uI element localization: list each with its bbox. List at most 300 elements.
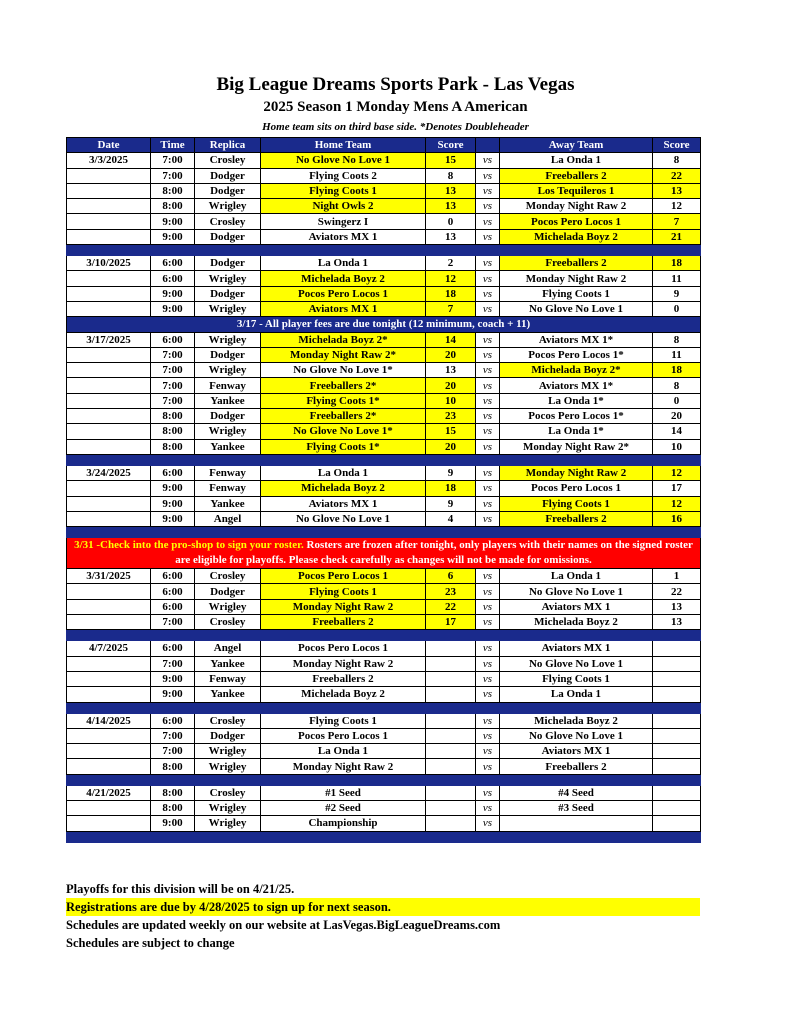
week-separator (67, 831, 701, 842)
game-field: Yankee (195, 687, 261, 702)
game-time: 7:00 (151, 728, 195, 743)
game-row (67, 229, 701, 244)
column-header-time: Time (151, 138, 195, 153)
home-score (426, 641, 476, 656)
away-team: Freeballers 2 (500, 759, 653, 774)
game-time: 6:00 (151, 271, 195, 286)
game-time: 9:00 (151, 496, 195, 511)
away-team: La Onda 1 (500, 153, 653, 168)
game-time: 6:00 (151, 641, 195, 656)
change-note: Schedules are subject to change (66, 936, 235, 950)
game-date (67, 496, 151, 511)
home-score: 0 (426, 214, 476, 229)
home-team: Michelada Boyz 2 (261, 271, 426, 286)
game-time: 6:00 (151, 599, 195, 614)
game-time: 9:00 (151, 511, 195, 526)
away-team: No Glove No Love 1 (500, 584, 653, 599)
game-row (67, 439, 701, 454)
game-field: Fenway (195, 378, 261, 393)
away-score (653, 816, 701, 831)
away-score: 9 (653, 286, 701, 301)
home-score: 13 (426, 229, 476, 244)
game-field: Dodger (195, 728, 261, 743)
home-team: Monday Night Raw 2 (261, 599, 426, 614)
vs-label: vs (476, 511, 500, 526)
game-time: 9:00 (151, 687, 195, 702)
game-field: Dodger (195, 286, 261, 301)
home-score: 23 (426, 584, 476, 599)
vs-label: vs (476, 439, 500, 454)
game-row (67, 465, 701, 480)
home-team: Flying Coots 1 (261, 584, 426, 599)
away-team: La Onda 1 (500, 687, 653, 702)
home-score (426, 744, 476, 759)
vs-label: vs (476, 271, 500, 286)
game-date: 3/10/2025 (67, 256, 151, 271)
game-date (67, 183, 151, 198)
away-team: Monday Night Raw 2* (500, 439, 653, 454)
fee-notice: 3/17 - All player fees are due tonight (12 minimum, coach + 11) (67, 317, 701, 332)
column-header-away-team: Away Team (500, 138, 653, 153)
home-score (426, 816, 476, 831)
game-date (67, 199, 151, 214)
away-team: Michelada Boyz 2* (500, 363, 653, 378)
week-separator (67, 527, 701, 538)
game-date: 4/14/2025 (67, 713, 151, 728)
week-separator (67, 245, 701, 256)
game-row (67, 496, 701, 511)
away-score (653, 687, 701, 702)
game-row (67, 800, 701, 815)
game-date (67, 286, 151, 301)
page-subtitle: 2025 Season 1 Monday Mens A American (263, 99, 528, 115)
vs-label: vs (476, 229, 500, 244)
away-score: 13 (653, 615, 701, 630)
home-score (426, 713, 476, 728)
home-team: Freeballers 2* (261, 378, 426, 393)
game-time: 6:00 (151, 332, 195, 347)
vs-label: vs (476, 168, 500, 183)
game-time: 8:00 (151, 439, 195, 454)
game-time: 9:00 (151, 301, 195, 316)
home-score: 13 (426, 199, 476, 214)
home-score (426, 687, 476, 702)
home-score: 20 (426, 347, 476, 362)
home-score: 9 (426, 465, 476, 480)
game-row (67, 199, 701, 214)
game-date: 4/7/2025 (67, 641, 151, 656)
game-field: Crosley (195, 153, 261, 168)
game-row (67, 424, 701, 439)
vs-label: vs (476, 256, 500, 271)
home-score (426, 671, 476, 686)
home-score: 15 (426, 424, 476, 439)
home-score: 17 (426, 615, 476, 630)
game-field: Wrigley (195, 271, 261, 286)
vs-label: vs (476, 800, 500, 815)
home-team: Flying Coots 1 (261, 713, 426, 728)
game-time: 8:00 (151, 424, 195, 439)
away-team: Freeballers 2 (500, 256, 653, 271)
away-team: Pocos Pero Locos 1 (500, 481, 653, 496)
away-team: La Onda 1* (500, 393, 653, 408)
away-score: 21 (653, 229, 701, 244)
home-team: Aviators MX 1 (261, 229, 426, 244)
away-score: 18 (653, 256, 701, 271)
game-field: Crosley (195, 214, 261, 229)
game-time: 6:00 (151, 584, 195, 599)
game-time: 6:00 (151, 713, 195, 728)
vs-label: vs (476, 615, 500, 630)
game-time: 7:00 (151, 656, 195, 671)
playoffs-note: Playoffs for this division will be on 4/21/25. (66, 882, 295, 896)
away-team: No Glove No Love 1 (500, 656, 653, 671)
away-score: 14 (653, 424, 701, 439)
home-team: Monday Night Raw 2 (261, 759, 426, 774)
game-field: Crosley (195, 785, 261, 800)
schedule-body (67, 153, 701, 842)
game-field: Dodger (195, 229, 261, 244)
game-field: Angel (195, 511, 261, 526)
game-field: Yankee (195, 439, 261, 454)
game-time: 9:00 (151, 229, 195, 244)
table-header-row (67, 138, 701, 153)
away-team: Pocos Pero Locos 1* (500, 347, 653, 362)
game-date: 3/24/2025 (67, 465, 151, 480)
vs-label: vs (476, 393, 500, 408)
game-time: 9:00 (151, 816, 195, 831)
game-field: Yankee (195, 496, 261, 511)
game-row (67, 511, 701, 526)
vs-label: vs (476, 816, 500, 831)
game-row (67, 286, 701, 301)
week-separator (67, 454, 701, 465)
home-team: Pocos Pero Locos 1 (261, 641, 426, 656)
game-field: Wrigley (195, 800, 261, 815)
week-separator (67, 630, 701, 641)
home-score (426, 800, 476, 815)
week-separator (67, 702, 701, 713)
home-team: Freeballers 2 (261, 615, 426, 630)
game-time: 7:00 (151, 168, 195, 183)
home-score (426, 728, 476, 743)
game-row (67, 393, 701, 408)
schedule-table (66, 137, 701, 843)
vs-label: vs (476, 301, 500, 316)
home-score: 20 (426, 378, 476, 393)
vs-label: vs (476, 424, 500, 439)
game-row (67, 584, 701, 599)
away-team: #3 Seed (500, 800, 653, 815)
away-team: Monday Night Raw 2 (500, 271, 653, 286)
game-field: Dodger (195, 183, 261, 198)
home-score: 6 (426, 569, 476, 584)
home-team: No Glove No Love 1* (261, 363, 426, 378)
home-team: Michelada Boyz 2* (261, 332, 426, 347)
away-score (653, 713, 701, 728)
game-date: 3/17/2025 (67, 332, 151, 347)
game-field: Yankee (195, 393, 261, 408)
home-team: Michelada Boyz 2 (261, 481, 426, 496)
home-team: Flying Coots 2 (261, 168, 426, 183)
game-row (67, 347, 701, 362)
game-time: 8:00 (151, 409, 195, 424)
game-row (67, 183, 701, 198)
week-separator (67, 774, 701, 785)
game-row (67, 785, 701, 800)
home-team: La Onda 1 (261, 465, 426, 480)
home-team: Monday Night Raw 2 (261, 656, 426, 671)
away-score: 11 (653, 347, 701, 362)
away-score: 13 (653, 183, 701, 198)
home-team: Aviators MX 1 (261, 301, 426, 316)
away-team: No Glove No Love 1 (500, 301, 653, 316)
game-field: Wrigley (195, 424, 261, 439)
game-row (67, 816, 701, 831)
away-score: 12 (653, 496, 701, 511)
game-field: Wrigley (195, 759, 261, 774)
away-team: Aviators MX 1* (500, 378, 653, 393)
vs-label: vs (476, 363, 500, 378)
home-team: No Glove No Love 1 (261, 511, 426, 526)
game-row (67, 671, 701, 686)
game-date (67, 439, 151, 454)
home-score: 10 (426, 393, 476, 408)
away-team: #4 Seed (500, 785, 653, 800)
game-field: Wrigley (195, 301, 261, 316)
away-team: Los Tequileros 1 (500, 183, 653, 198)
home-score: 23 (426, 409, 476, 424)
vs-label: vs (476, 687, 500, 702)
game-field: Fenway (195, 481, 261, 496)
website-note: Schedules are updated weekly on our website at LasVegas.BigLeagueDreams.com (66, 918, 501, 932)
away-team: Monday Night Raw 2 (500, 465, 653, 480)
game-date: 3/3/2025 (67, 153, 151, 168)
game-date (67, 599, 151, 614)
game-date (67, 728, 151, 743)
roster-alert-text: Rosters are frozen after tonight, only players with their names on the signed roster are eligible for playoffs. Please check carefully as changes will not be made for omissions. (175, 539, 693, 567)
away-team: Freeballers 2 (500, 168, 653, 183)
away-team: Flying Coots 1 (500, 671, 653, 686)
game-time: 7:00 (151, 393, 195, 408)
away-team: Monday Night Raw 2 (500, 199, 653, 214)
away-score: 1 (653, 569, 701, 584)
away-score: 20 (653, 409, 701, 424)
game-row (67, 599, 701, 614)
game-date (67, 511, 151, 526)
away-score: 17 (653, 481, 701, 496)
game-time: 6:00 (151, 569, 195, 584)
vs-label: vs (476, 409, 500, 424)
home-score: 18 (426, 481, 476, 496)
home-team: Flying Coots 1* (261, 439, 426, 454)
game-time: 7:00 (151, 615, 195, 630)
fee-notice-row (67, 317, 701, 332)
game-row (67, 744, 701, 759)
game-row (67, 332, 701, 347)
column-header-replica: Replica (195, 138, 261, 153)
roster-alert-row (67, 538, 701, 569)
away-team: No Glove No Love 1 (500, 728, 653, 743)
registration-note: Registrations are due by 4/28/2025 to sign up for next season. (66, 898, 700, 916)
game-field: Yankee (195, 656, 261, 671)
game-row (67, 409, 701, 424)
game-date (67, 409, 151, 424)
column-header-date: Date (67, 138, 151, 153)
game-field: Wrigley (195, 744, 261, 759)
column-header-home-team: Home Team (261, 138, 426, 153)
game-date (67, 816, 151, 831)
home-score: 22 (426, 599, 476, 614)
away-team (500, 816, 653, 831)
game-date (67, 800, 151, 815)
roster-alert-highlight: 3/31 -Check into the pro-shop to sign your roster. (74, 539, 304, 552)
game-row (67, 256, 701, 271)
game-time: 8:00 (151, 759, 195, 774)
game-row (67, 641, 701, 656)
away-team: La Onda 1* (500, 424, 653, 439)
game-date (67, 424, 151, 439)
roster-alert (67, 538, 701, 569)
game-time: 9:00 (151, 671, 195, 686)
vs-label: vs (476, 465, 500, 480)
away-team: Pocos Pero Locos 1* (500, 409, 653, 424)
away-team: Michelada Boyz 2 (500, 229, 653, 244)
game-row (67, 363, 701, 378)
game-field: Wrigley (195, 199, 261, 214)
game-field: Dodger (195, 409, 261, 424)
vs-label: vs (476, 671, 500, 686)
home-score: 20 (426, 439, 476, 454)
game-date (67, 229, 151, 244)
game-time: 7:00 (151, 378, 195, 393)
vs-label: vs (476, 347, 500, 362)
away-team: Michelada Boyz 2 (500, 713, 653, 728)
game-date (67, 347, 151, 362)
home-team: Flying Coots 1* (261, 393, 426, 408)
game-date (67, 393, 151, 408)
game-date (67, 168, 151, 183)
away-score: 8 (653, 378, 701, 393)
away-team: Aviators MX 1 (500, 641, 653, 656)
game-field: Angel (195, 641, 261, 656)
vs-label: vs (476, 656, 500, 671)
vs-label: vs (476, 713, 500, 728)
vs-label: vs (476, 481, 500, 496)
game-time: 7:00 (151, 744, 195, 759)
game-row (67, 569, 701, 584)
game-date (67, 301, 151, 316)
game-date (67, 615, 151, 630)
vs-label: vs (476, 728, 500, 743)
game-row (67, 728, 701, 743)
away-score: 0 (653, 393, 701, 408)
away-team: Flying Coots 1 (500, 496, 653, 511)
game-time: 9:00 (151, 481, 195, 496)
home-team: Aviators MX 1 (261, 496, 426, 511)
vs-label: vs (476, 214, 500, 229)
game-date: 3/31/2025 (67, 569, 151, 584)
column-header-vs (476, 138, 500, 153)
away-score (653, 641, 701, 656)
footer (66, 880, 700, 952)
game-date (67, 687, 151, 702)
vs-label: vs (476, 153, 500, 168)
home-team: No Glove No Love 1* (261, 424, 426, 439)
vs-label: vs (476, 759, 500, 774)
game-field: Wrigley (195, 816, 261, 831)
vs-label: vs (476, 286, 500, 301)
game-time: 8:00 (151, 183, 195, 198)
game-row (67, 481, 701, 496)
home-team: Flying Coots 1 (261, 183, 426, 198)
game-row (67, 378, 701, 393)
game-time: 8:00 (151, 800, 195, 815)
game-time: 6:00 (151, 256, 195, 271)
game-row (67, 713, 701, 728)
away-team: Aviators MX 1 (500, 744, 653, 759)
away-score: 12 (653, 465, 701, 480)
game-field: Fenway (195, 465, 261, 480)
game-row (67, 687, 701, 702)
game-date (67, 214, 151, 229)
vs-label: vs (476, 641, 500, 656)
game-field: Crosley (195, 713, 261, 728)
home-score: 7 (426, 301, 476, 316)
away-team: Flying Coots 1 (500, 286, 653, 301)
home-score (426, 785, 476, 800)
page-title: Big League Dreams Sports Park - Las Vegas (216, 74, 575, 95)
home-score: 14 (426, 332, 476, 347)
game-row (67, 615, 701, 630)
home-team: Night Owls 2 (261, 199, 426, 214)
away-score (653, 671, 701, 686)
game-field: Dodger (195, 256, 261, 271)
game-date (67, 759, 151, 774)
away-team: La Onda 1 (500, 569, 653, 584)
game-time: 7:00 (151, 347, 195, 362)
away-score (653, 800, 701, 815)
home-score: 8 (426, 168, 476, 183)
game-date (67, 584, 151, 599)
home-team: Pocos Pero Locos 1 (261, 286, 426, 301)
home-team: #1 Seed (261, 785, 426, 800)
away-score (653, 759, 701, 774)
away-score: 22 (653, 584, 701, 599)
home-score (426, 656, 476, 671)
home-score: 15 (426, 153, 476, 168)
away-team: Freeballers 2 (500, 511, 653, 526)
away-score (653, 728, 701, 743)
game-date (67, 671, 151, 686)
vs-label: vs (476, 744, 500, 759)
away-score: 13 (653, 599, 701, 614)
vs-label: vs (476, 183, 500, 198)
column-header-home-score: Score (426, 138, 476, 153)
game-date (67, 481, 151, 496)
away-score (653, 656, 701, 671)
game-time: 9:00 (151, 286, 195, 301)
game-field: Wrigley (195, 599, 261, 614)
home-score: 12 (426, 271, 476, 286)
game-field: Wrigley (195, 363, 261, 378)
home-team: Freeballers 2 (261, 671, 426, 686)
away-team: Aviators MX 1* (500, 332, 653, 347)
doubleheader-note: Home team sits on third base side. *Denotes Doubleheader (262, 121, 529, 133)
home-team: #2 Seed (261, 800, 426, 815)
home-score: 9 (426, 496, 476, 511)
away-score: 0 (653, 301, 701, 316)
